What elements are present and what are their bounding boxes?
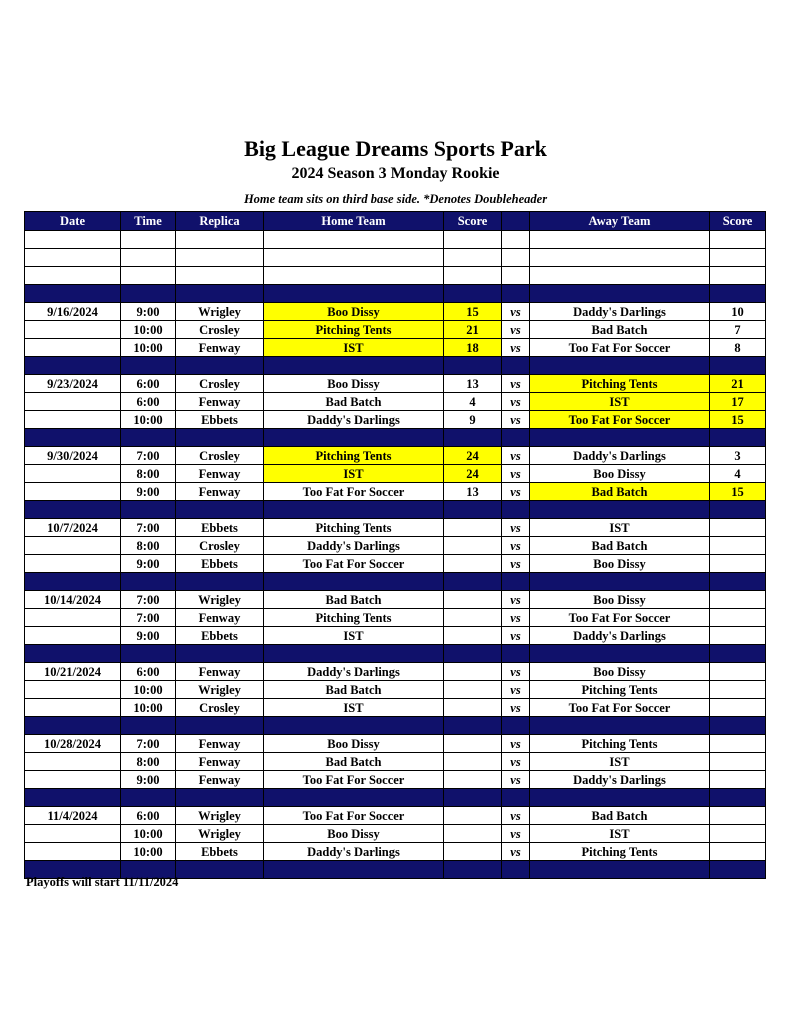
vs-label: vs (502, 465, 530, 483)
game-replica: Wrigley (176, 681, 264, 699)
game-replica: Fenway (176, 663, 264, 681)
home-team: Pitching Tents (264, 447, 444, 465)
vs-label: vs (502, 519, 530, 537)
away-team: Pitching Tents (530, 681, 710, 699)
game-row (25, 843, 766, 861)
vs-label: vs (502, 393, 530, 411)
home-team: Too Fat For Soccer (264, 483, 444, 501)
home-team: Too Fat For Soccer (264, 555, 444, 573)
game-row (25, 321, 766, 339)
page-subtitle: 2024 Season 3 Monday Rookie (291, 165, 500, 182)
vs-label: vs (502, 825, 530, 843)
game-date (25, 321, 121, 339)
vs-label: vs (502, 537, 530, 555)
home-team: Boo Dissy (264, 735, 444, 753)
game-replica: Fenway (176, 483, 264, 501)
away-score (710, 519, 766, 537)
home-team: Bad Batch (264, 681, 444, 699)
away-team: IST (530, 753, 710, 771)
game-time: 6:00 (121, 663, 176, 681)
game-replica: Ebbets (176, 519, 264, 537)
header-vs (502, 212, 530, 231)
blank-row (25, 231, 766, 249)
game-time: 7:00 (121, 519, 176, 537)
game-replica: Ebbets (176, 843, 264, 861)
home-team: Too Fat For Soccer (264, 807, 444, 825)
away-team: Too Fat For Soccer (530, 339, 710, 357)
home-score (444, 753, 502, 771)
away-team: IST (530, 825, 710, 843)
game-row (25, 375, 766, 393)
game-row (25, 555, 766, 573)
away-team: Pitching Tents (530, 375, 710, 393)
home-score: 21 (444, 321, 502, 339)
away-score: 15 (710, 411, 766, 429)
away-score (710, 807, 766, 825)
game-replica: Fenway (176, 393, 264, 411)
vs-label: vs (502, 627, 530, 645)
game-time: 6:00 (121, 807, 176, 825)
home-team: Pitching Tents (264, 519, 444, 537)
game-row (25, 483, 766, 501)
home-score: 18 (444, 339, 502, 357)
vs-label: vs (502, 483, 530, 501)
away-score: 10 (710, 303, 766, 321)
away-team: Daddy's Darlings (530, 447, 710, 465)
game-row (25, 447, 766, 465)
game-time: 8:00 (121, 753, 176, 771)
game-time: 10:00 (121, 825, 176, 843)
game-replica: Ebbets (176, 411, 264, 429)
home-team: IST (264, 699, 444, 717)
game-replica: Wrigley (176, 807, 264, 825)
away-team: IST (530, 519, 710, 537)
game-replica: Wrigley (176, 825, 264, 843)
header-date: Date (25, 212, 121, 231)
game-time: 7:00 (121, 609, 176, 627)
game-replica: Fenway (176, 771, 264, 789)
home-team: Boo Dissy (264, 375, 444, 393)
away-team: Bad Batch (530, 807, 710, 825)
vs-label: vs (502, 807, 530, 825)
game-date (25, 627, 121, 645)
game-replica: Crosley (176, 321, 264, 339)
vs-label: vs (502, 699, 530, 717)
vs-label: vs (502, 339, 530, 357)
game-row (25, 303, 766, 321)
away-team: IST (530, 393, 710, 411)
game-date (25, 465, 121, 483)
home-team: IST (264, 465, 444, 483)
game-row (25, 393, 766, 411)
home-score (444, 681, 502, 699)
away-score (710, 735, 766, 753)
game-date (25, 681, 121, 699)
game-row (25, 771, 766, 789)
game-row (25, 465, 766, 483)
game-date (25, 843, 121, 861)
header-home-team: Home Team (264, 212, 444, 231)
away-score: 15 (710, 483, 766, 501)
away-score (710, 771, 766, 789)
schedule-table (24, 211, 766, 879)
game-row (25, 807, 766, 825)
home-score (444, 519, 502, 537)
vs-label: vs (502, 609, 530, 627)
game-time: 10:00 (121, 339, 176, 357)
header-away-score: Score (710, 212, 766, 231)
game-date (25, 753, 121, 771)
home-score (444, 627, 502, 645)
away-score: 21 (710, 375, 766, 393)
home-score (444, 843, 502, 861)
home-score (444, 609, 502, 627)
game-time: 7:00 (121, 735, 176, 753)
vs-label: vs (502, 591, 530, 609)
game-replica: Fenway (176, 339, 264, 357)
away-score: 4 (710, 465, 766, 483)
home-score: 15 (444, 303, 502, 321)
game-date: 10/21/2024 (25, 663, 121, 681)
game-time: 10:00 (121, 699, 176, 717)
week-separator (25, 501, 766, 519)
home-score: 13 (444, 483, 502, 501)
vs-label: vs (502, 411, 530, 429)
away-score (710, 609, 766, 627)
game-time: 6:00 (121, 375, 176, 393)
away-score (710, 555, 766, 573)
game-row (25, 519, 766, 537)
game-replica: Fenway (176, 753, 264, 771)
home-team: Bad Batch (264, 591, 444, 609)
home-team: Boo Dissy (264, 825, 444, 843)
away-score (710, 843, 766, 861)
away-team: Boo Dissy (530, 591, 710, 609)
home-team: IST (264, 627, 444, 645)
home-score: 4 (444, 393, 502, 411)
away-team: Bad Batch (530, 483, 710, 501)
game-date (25, 339, 121, 357)
vs-label: vs (502, 753, 530, 771)
game-date (25, 393, 121, 411)
game-replica: Wrigley (176, 591, 264, 609)
home-score (444, 735, 502, 753)
header-home-score: Score (444, 212, 502, 231)
vs-label: vs (502, 771, 530, 789)
home-team: Daddy's Darlings (264, 411, 444, 429)
home-score (444, 591, 502, 609)
away-score (710, 825, 766, 843)
header-row (25, 212, 766, 231)
away-score (710, 753, 766, 771)
header-replica: Replica (176, 212, 264, 231)
game-date: 10/28/2024 (25, 735, 121, 753)
week-separator (25, 357, 766, 375)
week-separator (25, 789, 766, 807)
blank-row (25, 249, 766, 267)
home-score (444, 807, 502, 825)
game-row (25, 339, 766, 357)
home-team: Bad Batch (264, 393, 444, 411)
game-time: 8:00 (121, 465, 176, 483)
home-team: IST (264, 339, 444, 357)
home-team: Pitching Tents (264, 609, 444, 627)
game-date: 10/14/2024 (25, 591, 121, 609)
vs-label: vs (502, 735, 530, 753)
home-score (444, 537, 502, 555)
game-replica: Crosley (176, 447, 264, 465)
away-score (710, 681, 766, 699)
away-team: Bad Batch (530, 537, 710, 555)
schedule-body (25, 231, 766, 879)
game-date (25, 771, 121, 789)
game-row (25, 699, 766, 717)
home-score (444, 771, 502, 789)
vs-label: vs (502, 843, 530, 861)
game-date (25, 411, 121, 429)
away-team: Boo Dissy (530, 555, 710, 573)
home-team: Daddy's Darlings (264, 843, 444, 861)
away-team: Too Fat For Soccer (530, 411, 710, 429)
vs-label: vs (502, 375, 530, 393)
week-separator (25, 429, 766, 447)
away-team: Bad Batch (530, 321, 710, 339)
week-separator (25, 645, 766, 663)
away-team: Daddy's Darlings (530, 771, 710, 789)
game-row (25, 591, 766, 609)
away-team: Pitching Tents (530, 735, 710, 753)
game-replica: Crosley (176, 699, 264, 717)
game-date (25, 609, 121, 627)
game-time: 8:00 (121, 537, 176, 555)
home-team: Too Fat For Soccer (264, 771, 444, 789)
game-replica: Fenway (176, 735, 264, 753)
game-date: 10/7/2024 (25, 519, 121, 537)
page-title: Big League Dreams Sports Park (244, 136, 547, 161)
home-score: 13 (444, 375, 502, 393)
week-separator (25, 285, 766, 303)
away-team: Too Fat For Soccer (530, 609, 710, 627)
game-time: 7:00 (121, 447, 176, 465)
game-date (25, 825, 121, 843)
home-score (444, 663, 502, 681)
game-replica: Crosley (176, 375, 264, 393)
game-row (25, 537, 766, 555)
game-date (25, 555, 121, 573)
game-replica: Ebbets (176, 555, 264, 573)
game-time: 9:00 (121, 555, 176, 573)
game-date: 9/30/2024 (25, 447, 121, 465)
away-score (710, 699, 766, 717)
game-row (25, 681, 766, 699)
game-row (25, 825, 766, 843)
game-time: 7:00 (121, 591, 176, 609)
home-team: Pitching Tents (264, 321, 444, 339)
game-time: 6:00 (121, 393, 176, 411)
home-score: 24 (444, 465, 502, 483)
game-replica: Fenway (176, 609, 264, 627)
game-replica: Fenway (176, 465, 264, 483)
home-score (444, 699, 502, 717)
vs-label: vs (502, 321, 530, 339)
game-replica: Ebbets (176, 627, 264, 645)
away-score: 7 (710, 321, 766, 339)
home-score (444, 825, 502, 843)
game-row (25, 627, 766, 645)
game-time: 10:00 (121, 411, 176, 429)
game-row (25, 663, 766, 681)
game-date (25, 483, 121, 501)
game-time: 10:00 (121, 321, 176, 339)
game-date (25, 699, 121, 717)
header-away-team: Away Team (530, 212, 710, 231)
game-time: 9:00 (121, 627, 176, 645)
vs-label: vs (502, 681, 530, 699)
header-time: Time (121, 212, 176, 231)
game-row (25, 609, 766, 627)
week-separator (25, 573, 766, 591)
game-row (25, 735, 766, 753)
away-score (710, 591, 766, 609)
week-separator (25, 717, 766, 735)
home-team: Daddy's Darlings (264, 537, 444, 555)
away-team: Daddy's Darlings (530, 303, 710, 321)
home-score (444, 555, 502, 573)
home-team: Daddy's Darlings (264, 663, 444, 681)
home-score: 9 (444, 411, 502, 429)
away-score (710, 537, 766, 555)
game-time: 9:00 (121, 303, 176, 321)
away-team: Pitching Tents (530, 843, 710, 861)
game-time: 9:00 (121, 483, 176, 501)
game-date: 11/4/2024 (25, 807, 121, 825)
schedule-note: Home team sits on third base side. *Denotes Doubleheader (243, 192, 548, 206)
home-team: Boo Dissy (264, 303, 444, 321)
game-replica: Crosley (176, 537, 264, 555)
game-date: 9/23/2024 (25, 375, 121, 393)
away-score: 3 (710, 447, 766, 465)
game-date (25, 537, 121, 555)
home-score: 24 (444, 447, 502, 465)
away-score (710, 663, 766, 681)
game-time: 10:00 (121, 681, 176, 699)
game-row (25, 753, 766, 771)
vs-label: vs (502, 663, 530, 681)
game-time: 10:00 (121, 843, 176, 861)
game-replica: Wrigley (176, 303, 264, 321)
away-team: Boo Dissy (530, 465, 710, 483)
away-team: Too Fat For Soccer (530, 699, 710, 717)
game-date: 9/16/2024 (25, 303, 121, 321)
game-row (25, 411, 766, 429)
vs-label: vs (502, 555, 530, 573)
playoffs-note: Playoffs will start 11/11/2024 (26, 875, 179, 889)
blank-row (25, 267, 766, 285)
game-time: 9:00 (121, 771, 176, 789)
away-score (710, 627, 766, 645)
away-team: Daddy's Darlings (530, 627, 710, 645)
vs-label: vs (502, 303, 530, 321)
away-score: 8 (710, 339, 766, 357)
home-team: Bad Batch (264, 753, 444, 771)
away-team: Boo Dissy (530, 663, 710, 681)
away-score: 17 (710, 393, 766, 411)
vs-label: vs (502, 447, 530, 465)
